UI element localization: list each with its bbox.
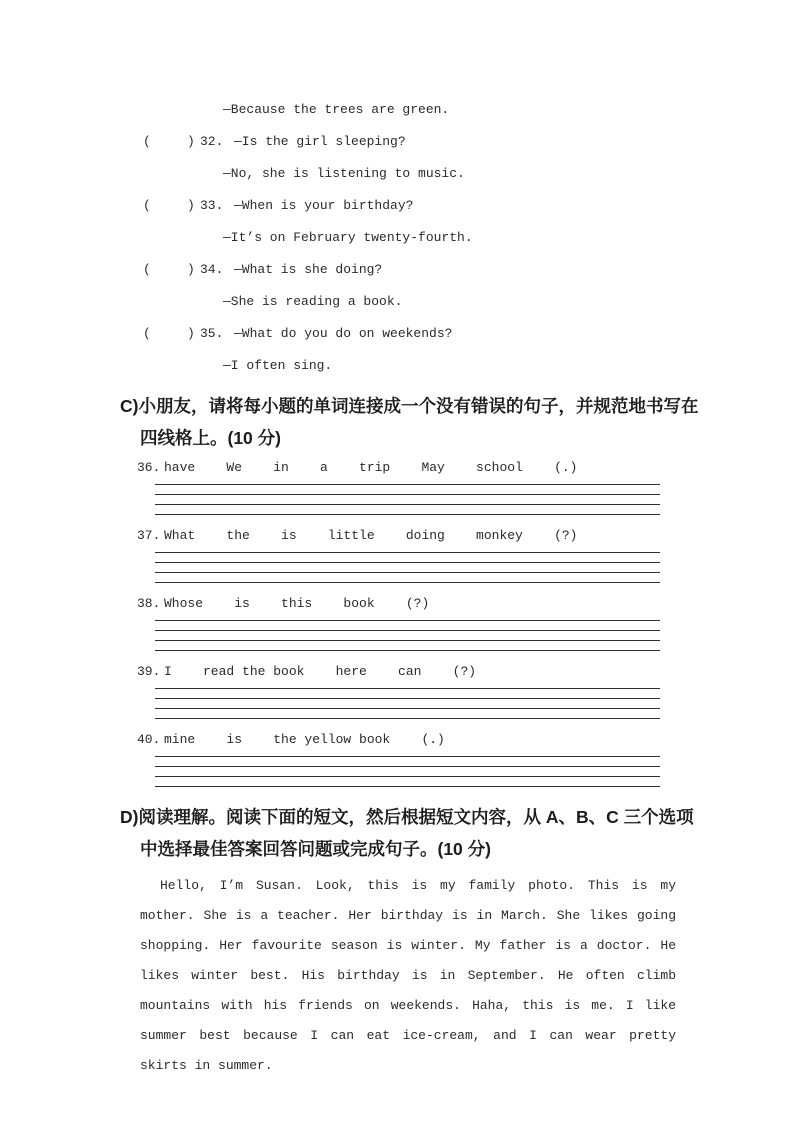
grid-line <box>155 562 660 563</box>
grid-line <box>155 484 660 485</box>
answer-bracket-close: ) <box>187 326 195 341</box>
answer-text: —No, she is listening to music. <box>223 166 465 181</box>
grid-line <box>155 650 660 651</box>
rearrange-item-40 <box>137 728 733 787</box>
grid-line <box>155 640 660 641</box>
reading-passage: Hello, I’m Susan. Look, this is my family photo. This is my mother. She is a teacher. Her birthday is in March. She likes going shopping. Her favourite season is winter. My father is a doctor. He likes winter best. His birthday is in September. He often climb mountains with his friends on weekends. Haha, this is me. I like summer best because I can eat ice-cream, and I can wear pretty skirts in summer. <box>140 878 676 1073</box>
dialogue-item-32 <box>143 126 733 190</box>
answer-bracket-close: ) <box>187 134 195 149</box>
scrambled-words: What the is little doing monkey (?) <box>164 528 578 543</box>
grid-line <box>155 504 660 505</box>
answer-bracket-open: ( <box>143 262 151 277</box>
grid-line <box>155 552 660 553</box>
scrambled-words: I read the book here can (?) <box>164 664 477 679</box>
answer-bracket-open: ( <box>143 134 151 149</box>
writing-grid <box>155 688 660 719</box>
section-c-heading: C)小朋友，请将每小题的单词连接成一个没有错误的句子，并规范地书写在四线格上。(10 分) <box>120 396 699 448</box>
question-text: —When is your birthday? <box>234 198 414 213</box>
writing-grid <box>155 552 660 583</box>
item-number: 39. <box>137 664 161 679</box>
section-d-heading: D)阅读理解。阅读下面的短文，然后根据短文内容，从 A、B、C 三个选项中选择最佳答案回答问题或完成句子。(10 分) <box>120 807 694 859</box>
question-text: —Is the girl sleeping? <box>234 134 406 149</box>
item-number: 36. <box>137 460 161 475</box>
answer-text: —She is reading a book. <box>223 294 403 309</box>
grid-line <box>155 766 660 767</box>
item-number: 38. <box>137 596 161 611</box>
grid-line <box>155 776 660 777</box>
grid-line <box>155 756 660 757</box>
dialogue-item-34 <box>143 254 733 318</box>
dialogue-item-33 <box>143 190 733 254</box>
rearrange-item-38 <box>137 592 733 651</box>
answer-bracket-open: ( <box>143 326 151 341</box>
item-number: 35. <box>200 326 224 341</box>
rearrange-item-36 <box>137 456 733 515</box>
dialogue-answer-line: —Because the trees are green. <box>223 102 450 117</box>
grid-line <box>155 582 660 583</box>
answer-bracket-close: ) <box>187 262 195 277</box>
item-number: 34. <box>200 262 224 277</box>
item-number: 32. <box>200 134 224 149</box>
rearrange-section <box>137 456 733 787</box>
scrambled-words: Whose is this book (?) <box>164 596 430 611</box>
writing-grid <box>155 484 660 515</box>
item-number: 40. <box>137 732 161 747</box>
dialogue-item-35 <box>143 318 733 382</box>
grid-line <box>155 620 660 621</box>
answer-text: —It’s on February twenty-fourth. <box>223 230 473 245</box>
grid-line <box>155 514 660 515</box>
answer-text: —I often sing. <box>223 358 333 373</box>
writing-grid <box>155 620 660 651</box>
grid-line <box>155 572 660 573</box>
grid-line <box>155 630 660 631</box>
answer-bracket-open: ( <box>143 198 151 213</box>
rearrange-item-37 <box>137 524 733 583</box>
grid-line <box>155 688 660 689</box>
grid-line <box>155 494 660 495</box>
scrambled-words: have We in a trip May school (.) <box>164 460 578 475</box>
grid-line <box>155 718 660 719</box>
item-number: 37. <box>137 528 161 543</box>
grid-line <box>155 698 660 699</box>
grid-line <box>155 786 660 787</box>
rearrange-item-39 <box>137 660 733 719</box>
grid-line <box>155 708 660 709</box>
answer-bracket-close: ) <box>187 198 195 213</box>
question-text: —What is she doing? <box>234 262 383 277</box>
scrambled-words: mine is the yellow book (.) <box>164 732 445 747</box>
writing-grid <box>155 756 660 787</box>
question-text: —What do you do on weekends? <box>234 326 453 341</box>
dialogue-section <box>143 94 733 382</box>
item-number: 33. <box>200 198 224 213</box>
